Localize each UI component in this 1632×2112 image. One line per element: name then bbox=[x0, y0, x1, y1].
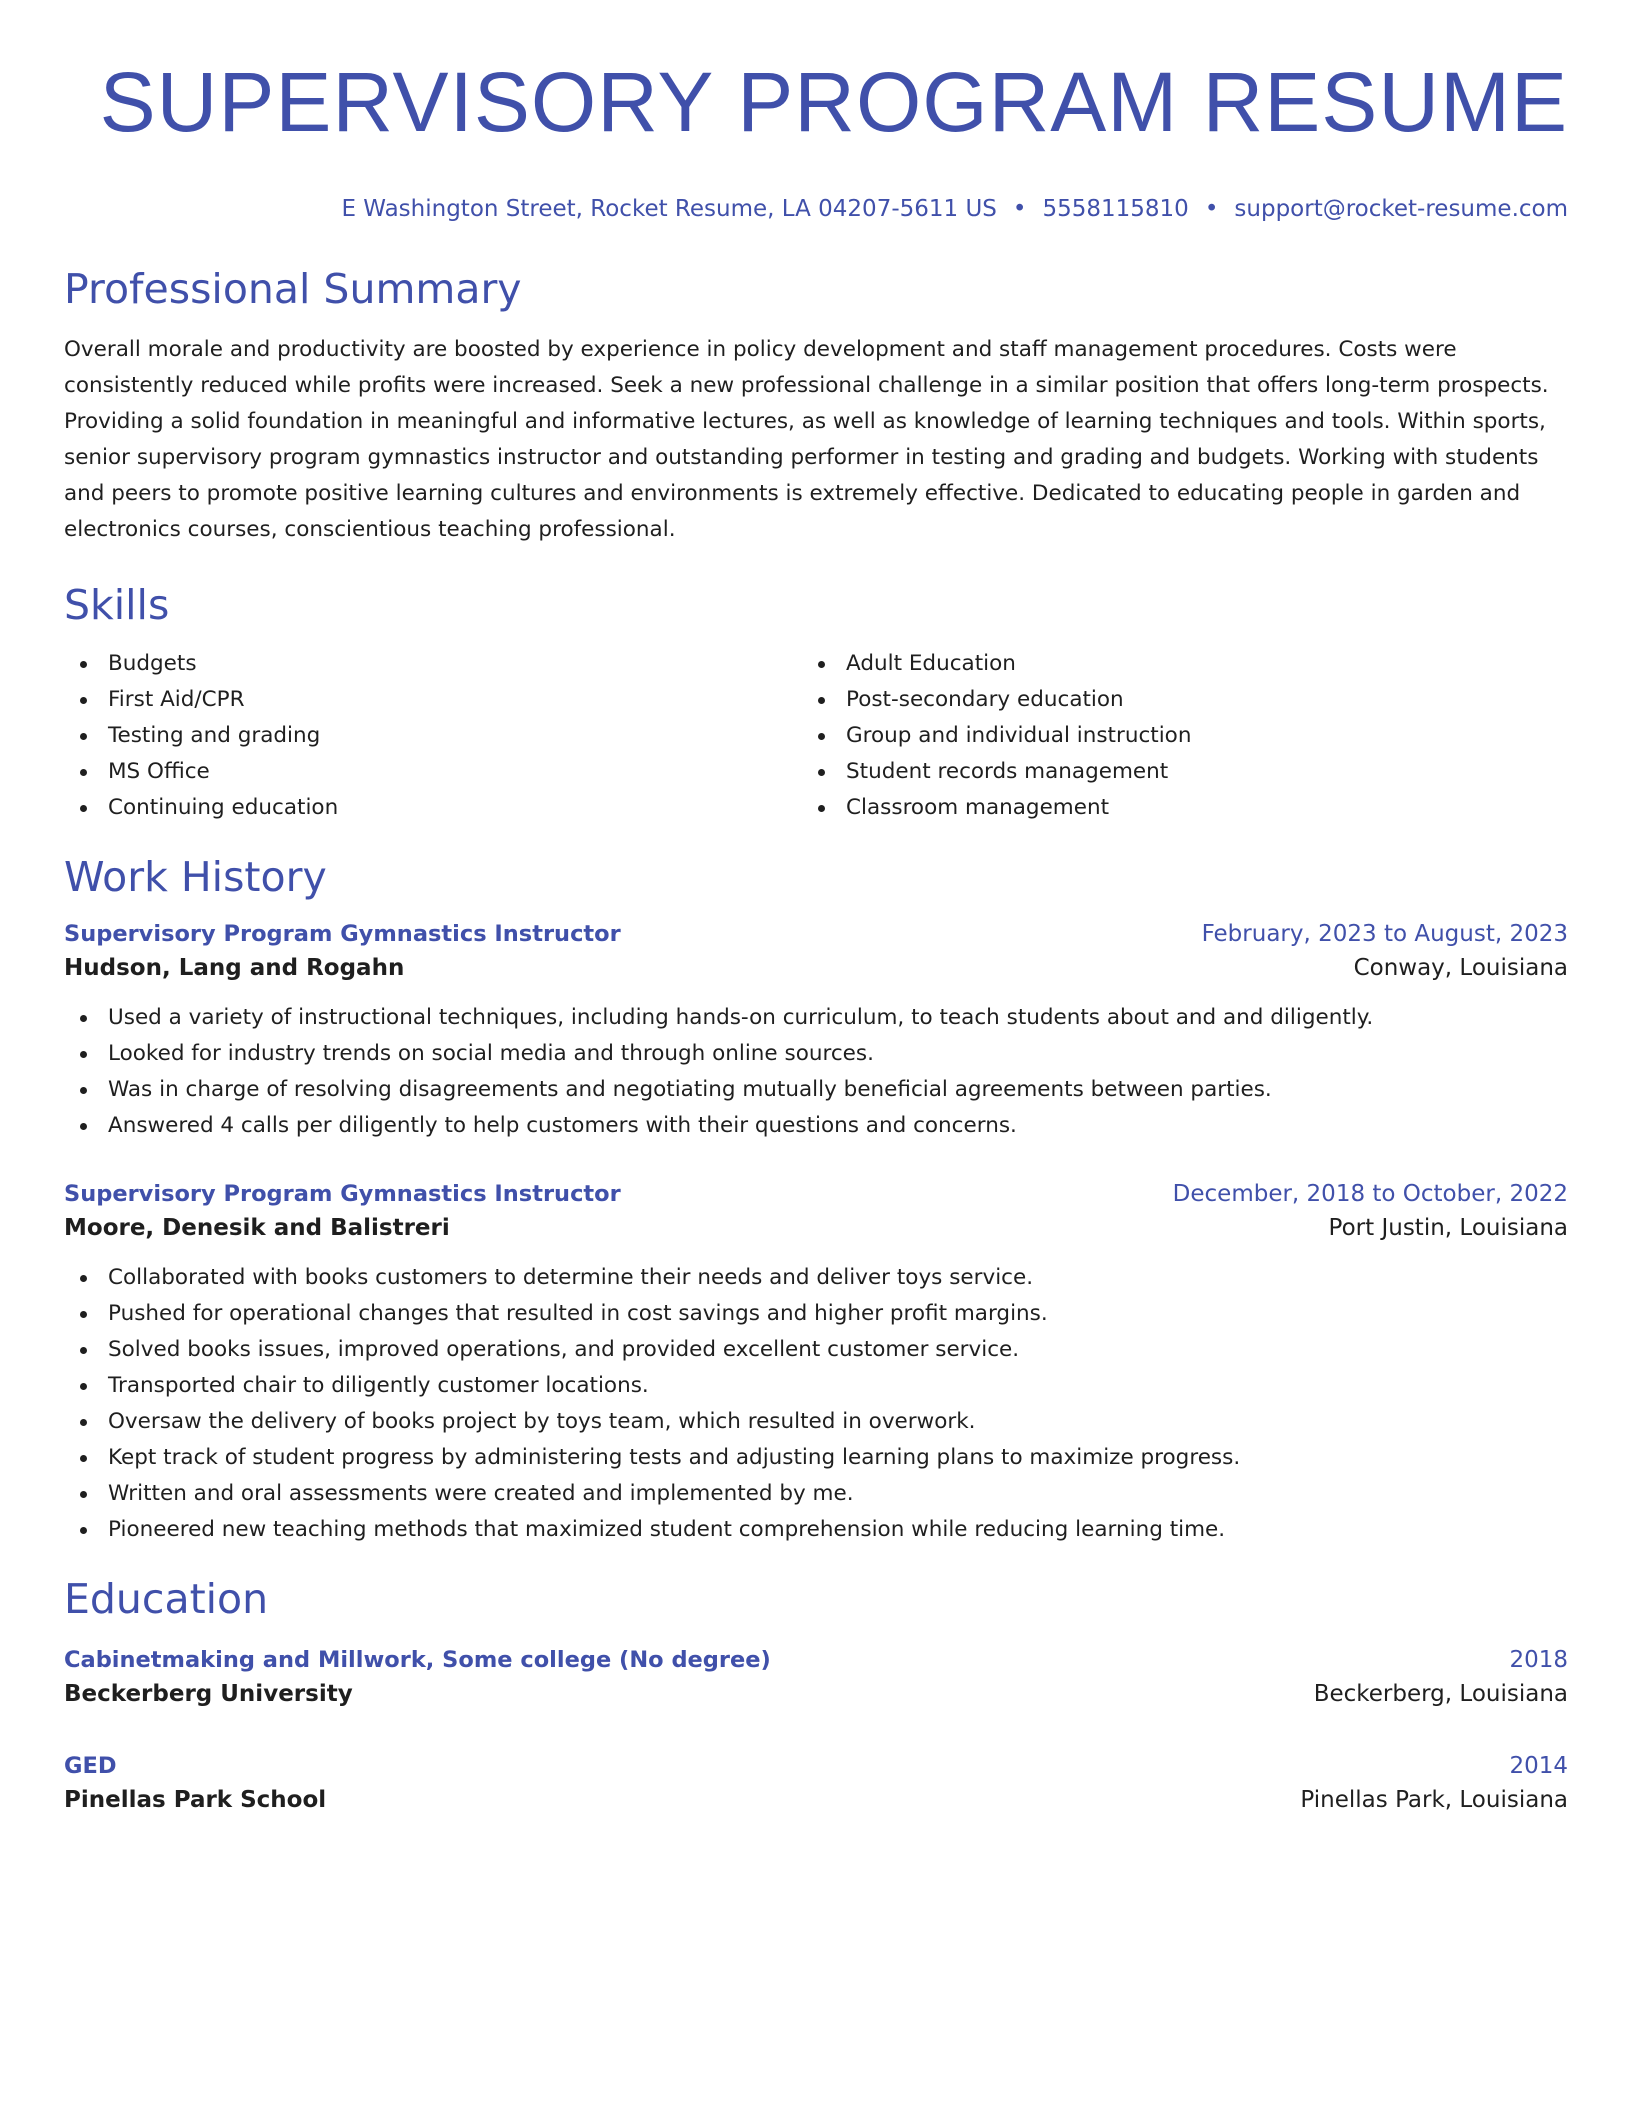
job-bullet: Collaborated with books customers to determine their needs and deliver toys service. bbox=[64, 1260, 1568, 1296]
summary-text: Overall morale and productivity are boosted by experience in policy development and staff management procedures. Costs were consistently reduced while profits were increased. Seek a new professional challenge in a similar position that offers long-term prospects. Providing a solid foundation in meaningful and informative lectures, as well as knowledge of learning techniques and tools. Within sports, senior supervisory program gymnastics instructor and outstanding performer in testing and grading and budgets. Working with students and peers to promote positive learning cultures and environments is extremely effective. Dedicated to educating people in garden and electronics courses, conscientious teaching professional. bbox=[64, 337, 1549, 542]
contact-address: E Washington Street, Rocket Resume, LA 04207-5611 US bbox=[341, 196, 997, 222]
summary-heading: Professional Summary bbox=[64, 265, 522, 313]
job-dates: December, 2018 to October, 2022 bbox=[1172, 1181, 1568, 1207]
skill-item: Budgets bbox=[64, 646, 802, 682]
skill-item: Continuing education bbox=[64, 790, 802, 826]
job-entry bbox=[64, 918, 1568, 1144]
contact-email[interactable]: support@rocket-resume.com bbox=[1234, 196, 1568, 222]
education-degree-row bbox=[64, 1750, 1568, 1782]
skill-item: Classroom management bbox=[802, 790, 1540, 826]
contact-phone: 5558115810 bbox=[1042, 196, 1189, 222]
job-bullet: Transported chair to diligently customer locations. bbox=[64, 1368, 1568, 1404]
skill-item: Post-secondary education bbox=[802, 682, 1540, 718]
skill-item: Group and individual instruction bbox=[802, 718, 1540, 754]
skill-item: Testing and grading bbox=[64, 718, 802, 754]
job-bullet: Oversaw the delivery of books project by toys team, which resulted in overwork. bbox=[64, 1404, 1568, 1440]
education-entry bbox=[64, 1750, 1568, 1818]
job-dates: February, 2023 to August, 2023 bbox=[1201, 921, 1568, 947]
job-bullet: Solved books issues, improved operations, and provided excellent customer service. bbox=[64, 1332, 1568, 1368]
education-heading: Education bbox=[64, 1575, 269, 1623]
education-school: Beckerberg University bbox=[64, 1681, 353, 1707]
skills-grid bbox=[64, 646, 1568, 826]
job-company-row bbox=[64, 1210, 1568, 1246]
job-bullet: Used a variety of instructional techniques, including hands-on curriculum, to teach students about and and diligently. bbox=[64, 1000, 1568, 1036]
job-bullets bbox=[64, 1260, 1568, 1548]
job-bullet: Pioneered new teaching methods that maximized student comprehension while reducing learning time. bbox=[64, 1512, 1568, 1548]
job-location: Conway, Louisiana bbox=[1353, 955, 1568, 981]
education-school: Pinellas Park School bbox=[64, 1787, 327, 1813]
skill-item: Adult Education bbox=[802, 646, 1540, 682]
work-history-heading: Work History bbox=[64, 853, 327, 901]
contact-line bbox=[64, 194, 1568, 224]
education-location: Beckerberg, Louisiana bbox=[1313, 1681, 1568, 1707]
job-bullets bbox=[64, 1000, 1568, 1144]
skills-heading: Skills bbox=[64, 581, 170, 629]
job-entry bbox=[64, 1178, 1568, 1548]
job-company: Hudson, Lang and Rogahn bbox=[64, 955, 405, 981]
skill-item: MS Office bbox=[64, 754, 802, 790]
education-school-row bbox=[64, 1782, 1568, 1818]
skills-column-right bbox=[802, 646, 1540, 826]
contact-separator: • bbox=[1204, 196, 1219, 222]
resume-title: SUPERVISORY PROGRAM RESUME bbox=[99, 55, 1568, 149]
education-year: 2014 bbox=[1509, 1753, 1568, 1779]
job-title-row bbox=[64, 918, 1568, 950]
education-degree: GED bbox=[64, 1753, 117, 1779]
job-bullet: Pushed for operational changes that resulted in cost savings and higher profit margins. bbox=[64, 1296, 1568, 1332]
contact-separator: • bbox=[1012, 196, 1027, 222]
education-degree: Cabinetmaking and Millwork, Some college (No degree) bbox=[64, 1647, 771, 1673]
job-location: Port Justin, Louisiana bbox=[1328, 1215, 1568, 1241]
job-company-row bbox=[64, 950, 1568, 986]
education-year: 2018 bbox=[1509, 1647, 1568, 1673]
job-title: Supervisory Program Gymnastics Instructor bbox=[64, 921, 621, 947]
skill-item: First Aid/CPR bbox=[64, 682, 802, 718]
job-bullet: Kept track of student progress by administering tests and adjusting learning plans to maximize progress. bbox=[64, 1440, 1568, 1476]
job-bullet: Looked for industry trends on social media and through online sources. bbox=[64, 1036, 1568, 1072]
skills-column-left bbox=[64, 646, 802, 826]
education-degree-row bbox=[64, 1644, 1568, 1676]
education-location: Pinellas Park, Louisiana bbox=[1300, 1787, 1568, 1813]
job-bullet: Was in charge of resolving disagreements and negotiating mutually beneficial agreements between parties. bbox=[64, 1072, 1568, 1108]
job-company: Moore, Denesik and Balistreri bbox=[64, 1215, 450, 1241]
job-bullet: Answered 4 calls per diligently to help customers with their questions and concerns. bbox=[64, 1108, 1568, 1144]
job-title: Supervisory Program Gymnastics Instructor bbox=[64, 1181, 621, 1207]
education-entry bbox=[64, 1644, 1568, 1712]
education-school-row bbox=[64, 1676, 1568, 1712]
job-title-row bbox=[64, 1178, 1568, 1210]
job-bullet: Written and oral assessments were created and implemented by me. bbox=[64, 1476, 1568, 1512]
skill-item: Student records management bbox=[802, 754, 1540, 790]
